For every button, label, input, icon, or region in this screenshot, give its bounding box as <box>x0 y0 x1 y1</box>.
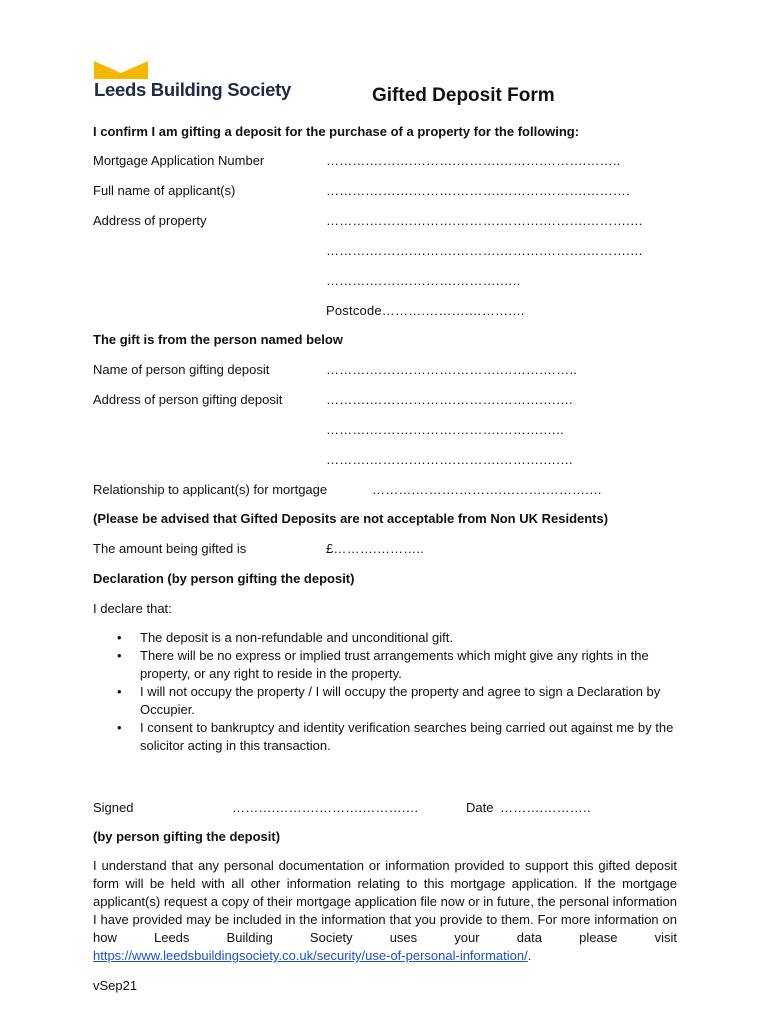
version-label: vSep21 <box>93 978 138 993</box>
declaration-list <box>93 629 683 755</box>
privacy-end: . <box>527 948 532 963</box>
date-label: Date <box>466 800 494 815</box>
gift-amount-field[interactable]: £……….……….. <box>326 541 425 556</box>
gift-amount-label: The amount being gifted is <box>93 541 247 556</box>
mortgage-number-field[interactable]: ……….……….……….……….……….……….…….. <box>326 153 621 168</box>
gifter-address-line-2[interactable]: ……….……….……….……….……….….. <box>326 422 564 437</box>
date-field[interactable]: ……….……….. <box>500 800 591 815</box>
declaration-heading: Declaration (by person gifting the deposit) <box>93 571 355 586</box>
declaration-item: • The deposit is a non-refundable and unconditional gift. <box>93 629 683 647</box>
applicant-name-label: Full name of applicant(s) <box>93 183 236 198</box>
declaration-intro: I declare that: <box>93 601 172 616</box>
non-uk-resident-notice: (Please be advised that Gifted Deposits are not acceptable from Non UK Residents) <box>93 511 609 526</box>
property-address-line-2[interactable]: ……….……….……….……….……….……….……….… <box>326 243 644 258</box>
gifter-address-line-1[interactable]: ……….……….……….……….……….….… <box>326 392 574 407</box>
property-address-line-1[interactable]: ……….……….……….……….……….……….……….… <box>326 213 644 228</box>
mortgage-number-label: Mortgage Application Number <box>93 153 265 168</box>
gifter-name-label: Name of person gifting deposit <box>93 362 270 377</box>
property-address-label: Address of property <box>93 213 207 228</box>
property-address-line-3[interactable]: ……….……….……….……….….. <box>326 273 521 288</box>
postcode-field[interactable]: Postcode……….……….……….… <box>326 303 526 318</box>
declaration-item: • I consent to bankruptcy and identity verification searches being carried out against me by the solicitor acting in this transaction. <box>93 719 683 755</box>
gifter-address-label: Address of person gifting deposit <box>93 392 283 407</box>
organisation-logo-text: Leeds Building Society <box>94 79 291 100</box>
gifter-name-field[interactable]: ……….……….……….……….……….…….. <box>326 362 578 377</box>
privacy-paragraph <box>93 857 677 965</box>
signed-label: Signed <box>93 800 134 815</box>
privacy-text: I understand that any personal documentation or information provided to support this gifted deposit form will be held with all other information relating to this mortgage application. If the mortgage applicant(s) request a copy of their mortgage application file now or in future, the personal information I have provided may be included in the information that you provide to them. For more information on how Leeds Building Society uses your data please visit <box>93 858 677 945</box>
declaration-item: • There will be no express or implied trust arrangements which might give any rights in the property, or any right to reside in the property. <box>93 647 683 683</box>
form-title: Gifted Deposit Form <box>372 85 555 106</box>
relationship-field[interactable]: ……….……….……….……….……….… <box>372 482 603 497</box>
declaration-item: • I will not occupy the property / I will occupy the property and agree to sign a Declaration by Occupier. <box>93 683 683 719</box>
gifter-address-line-3[interactable]: ……….……….……….……….……….….… <box>326 452 574 467</box>
by-person-note: (by person gifting the deposit) <box>93 829 281 844</box>
relationship-label: Relationship to applicant(s) for mortgage <box>93 482 328 497</box>
logo-mark-icon <box>94 61 148 79</box>
gifter-section-heading: The gift is from the person named below <box>93 332 343 347</box>
intro-statement: I confirm I am gifting a deposit for the purchase of a property for the following: <box>93 124 580 139</box>
privacy-policy-link[interactable]: https://www.leedsbuildingsociety.co.uk/security/use-of-personal-information/ <box>93 948 528 963</box>
applicant-name-field[interactable]: ……….……….……….……….……….……….………. <box>326 183 630 198</box>
signature-field[interactable]: ……….……….……….……….… <box>232 800 419 815</box>
